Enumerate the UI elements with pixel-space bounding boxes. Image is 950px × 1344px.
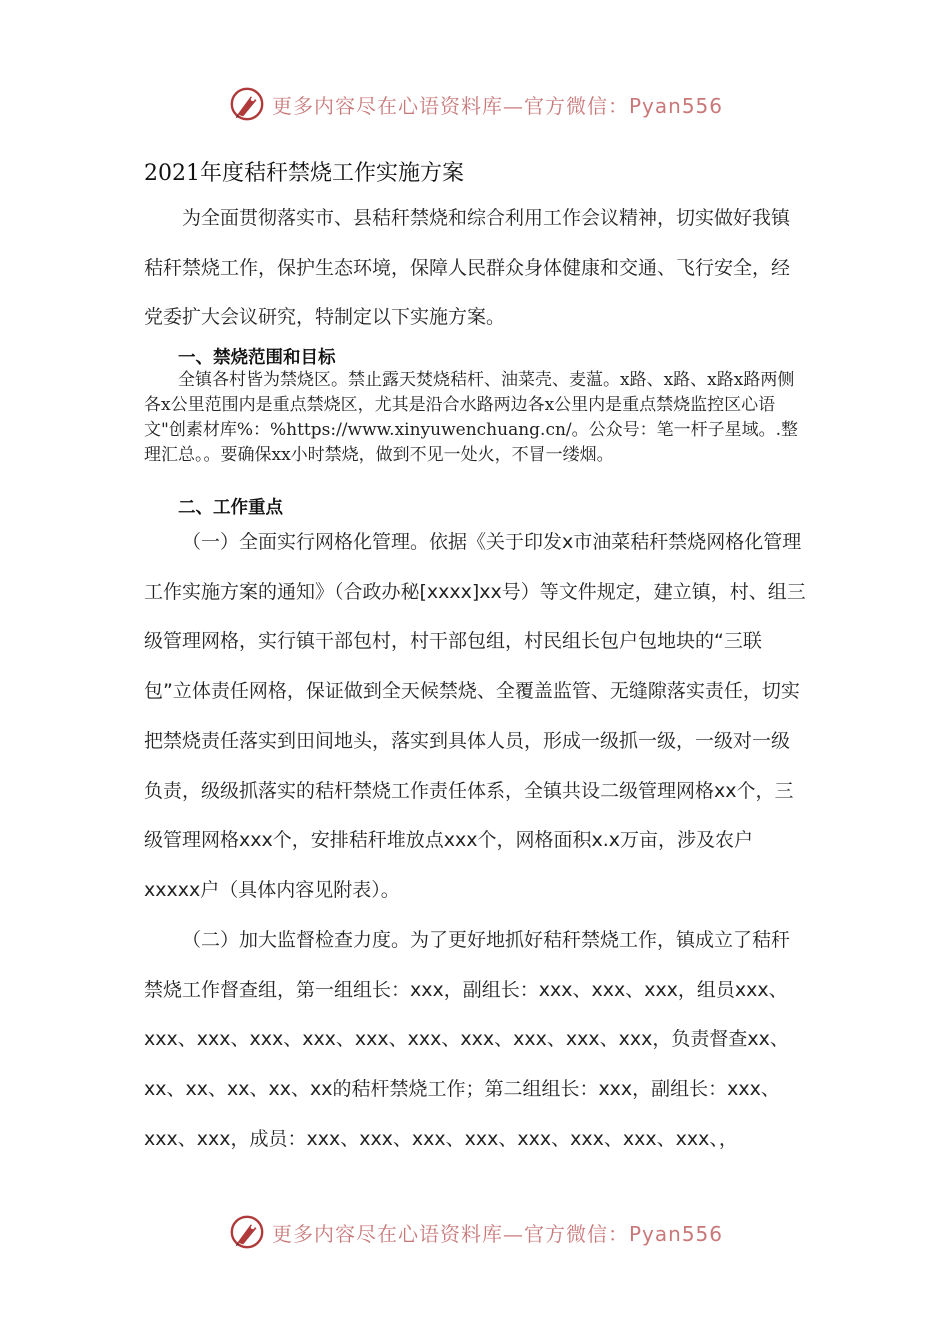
banner-text: 更多内容尽在心语资料库—官方微信：Pyan556 — [272, 93, 724, 118]
footer-banner — [228, 1212, 723, 1252]
focus-item-supervision: （二）加大监督检查力度。为了更好地抓好秸秆禁烧工作，镇成立了秸秆禁烧工作督查组，第一组组长：xxx，副组长：xxx、xxx、xxx，组员xxx、xxx、xxx、xxx、xxx、xxx、xxx、xxx、xxx、xxx、xxx，负责督查xx、xx、xx、xx、xx、xx的秸杆禁烧工作；第二组组长：xxx，副组长：xxx、xxx、xxx，成员：xxx、xxx、xxx、xxx、xxx、xxx、xxx、xxx、， — [144, 929, 791, 1150]
header-banner — [228, 84, 723, 124]
banner-text: 更多内容尽在心语资料库—官方微信：Pyan556 — [272, 1221, 724, 1246]
pen-nib-icon — [228, 85, 266, 123]
section-heading-scope: 一、禁烧范围和目标 — [178, 348, 336, 368]
section-scope-body: 全镇各村皆为禁烧区。禁止露天焚烧秸杆、油菜壳、麦蕰。x路、x路、x路x路两侧各x公里范围内是重点禁烧区，尤其是沿合水路两边各x公里内是重点禁烧监控区心语文"创素材库%：%https://www.xinyuwenchuang.cn/。公众号：笔一杆子星域。.整理汇总。。要确保xx小时禁烧，做到不见一处火，不冒一缕烟。 — [144, 370, 799, 465]
section-heading-focus: 二、工作重点 — [178, 498, 283, 518]
pen-nib-icon — [228, 1213, 266, 1251]
intro-paragraph: 为全面贯彻落实市、县秸秆禁烧和综合利用工作会议精神，切实做好我镇秸秆禁烧工作，保护生态环境，保障人民群众身体健康和交通、飞行安全，经党委扩大会议研究，特制定以下实施方案。 — [144, 207, 791, 329]
focus-item-grid-management: （一）全面实行网格化管理。依据《关于印发x市油菜秸秆禁烧网格化管理工作实施方案的通知》（合政办秘[xxxx]xx号）等文件规定，建立镇，村、组三级管理网格，实行镇干部包村，村干部包组，村民组长包户包地块的“三联包”立体责任网格，保证做到全天候禁烧、全覆盖监管、无缝隙落实责任，切实把禁烧责任落实到田间地头，落实到具体人员，形成一级抓一级，一级对一级负责，级级抓落实的秸杆禁烧工作责任体系，全镇共设二级管理网格xx个，三级管理网格xxx个，安排秸秆堆放点xxx个，网格面积x.x万亩，涉及农户xxxxx户（具体内容见附表）。 — [144, 531, 806, 901]
page-title: 2021年度秸秆禁烧工作实施方案 — [144, 161, 464, 186]
